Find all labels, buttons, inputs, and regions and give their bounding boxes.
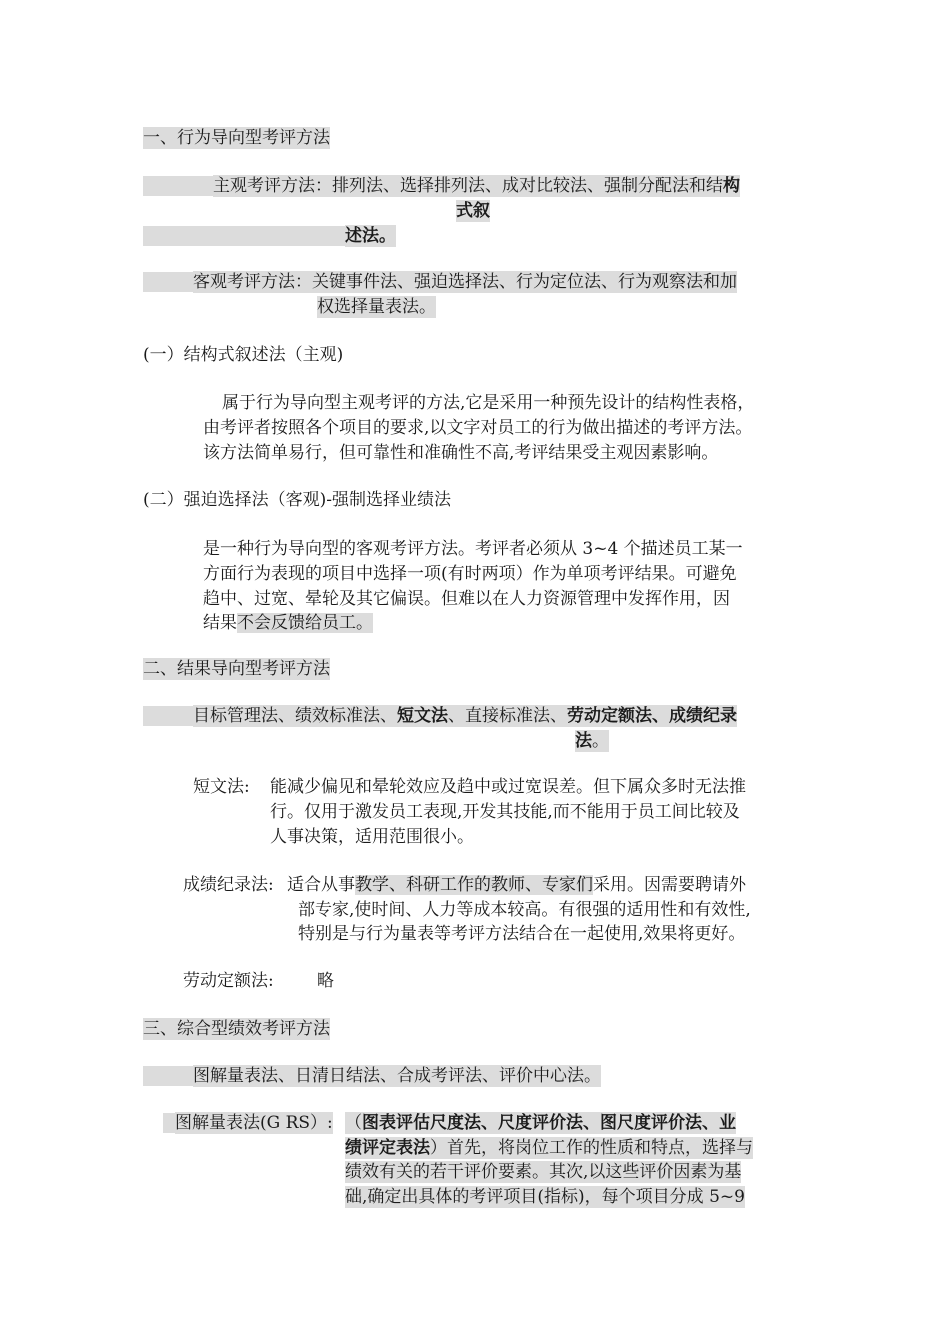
highlight-bar [163, 1113, 175, 1133]
result-methods-bold-2: 劳动定额法、成绩纪录 [567, 706, 737, 726]
subjective-methods-line1 [213, 175, 740, 197]
graphic-scale-bold: 图表评估尺度法、尺度评价法、图尺度评价法、业 [362, 1113, 736, 1133]
result-methods-punct: 。 [592, 731, 609, 751]
forced-choice-para-line2: 方面行为表现的项目中选择一项(有时两项）作为单项考评结果。可避免 [203, 564, 737, 584]
record-method-text: 适合从事 [287, 875, 355, 895]
highlight-bar [143, 706, 193, 726]
essay-method-line1: 能减少偏见和晕轮效应及趋中或过宽误差。但下属众多时无法推 [270, 777, 746, 797]
graphic-scale-paren: （ [345, 1113, 362, 1133]
forced-choice-para-line1: 是一种行为导向型的客观考评方法。考评者必须从 3~4 个描述员工某一 [203, 539, 743, 559]
result-methods-bold-3: 法 [575, 731, 592, 751]
record-method-label: 成绩纪录法: [183, 875, 274, 895]
highlight-bar [143, 176, 213, 196]
result-methods-text: 目标管理法、绩效标准法、 [193, 706, 397, 726]
forced-choice-text: 结果 [203, 613, 237, 633]
result-methods-bold: 短文法 [397, 706, 448, 726]
structured-narrative-para-line2: 由考评者按照各个项目的要求,以文字对员工的行为做出描述的考评方法。 [203, 418, 753, 438]
essay-method-label: 短文法: [193, 777, 250, 797]
section-forced-choice: (二）强迫选择法（客观)-强制选择业绩法 [143, 490, 452, 510]
structured-narrative-para-line3: 该方法简单易行，但可靠性和准确性不高,考评结果受主观因素影响。 [203, 443, 719, 463]
labor-quota-label: 劳动定额法: [183, 971, 274, 991]
highlight-bar [143, 272, 193, 292]
record-method-text-2: 采用。因需要聘请外 [593, 875, 746, 895]
comprehensive-methods-line: 图解量表法、日清日结法、合成考评法、评价中心法。 [193, 1066, 601, 1086]
graphic-scale-line1 [345, 1112, 736, 1134]
result-methods-line2 [575, 730, 609, 752]
heading-comprehensive: 三、综合型绩效考评方法 [143, 1019, 330, 1039]
forced-choice-para-line4 [203, 612, 373, 634]
heading-behavior-oriented: 一、行为导向型考评方法 [143, 128, 330, 148]
highlight-bar [143, 1066, 193, 1086]
result-methods-text-2: 、直接标准法、 [448, 706, 567, 726]
structured-narrative-para-line1: 属于行为导向型主观考评的方法,它是采用一种预先设计的结构性表格， [222, 393, 755, 413]
essay-method-line2: 行。仅用于激发员工表现,开发其技能,而不能用于员工间比较及 [270, 802, 740, 822]
essay-method-line3: 人事决策，适用范围很小。 [270, 827, 474, 847]
subjective-methods-line3 [345, 225, 396, 247]
graphic-scale-line2 [345, 1137, 753, 1159]
record-method-line3: 特别是与行为量表等考评方法结合在一起使用,效果将更好。 [298, 924, 746, 944]
record-method-line2: 部专家,使时间、人力等成本较高。有很强的适用性和有效性, [298, 900, 751, 920]
highlight-bar [143, 226, 345, 246]
result-methods-line1 [193, 705, 737, 727]
labor-quota-value: 略 [317, 971, 334, 991]
subjective-methods-bold: 构 [723, 176, 740, 196]
graphic-scale-bold-2: 绩评定表法 [345, 1138, 430, 1158]
subjective-methods-line2 [456, 200, 490, 222]
subjective-methods-bold-3: 述法。 [345, 226, 396, 246]
graphic-scale-line3: 绩效有关的若干评价要素。其次,以这些评价因素为基 [345, 1162, 742, 1182]
heading-result-oriented: 二、结果导向型考评方法 [143, 659, 330, 679]
record-method-line1 [287, 874, 746, 896]
objective-methods-line1: 客观考评方法：关键事件法、强迫选择法、行为定位法、行为观察法和加 [193, 272, 737, 292]
forced-choice-highlight: 不会反馈给员工。 [237, 613, 373, 633]
graphic-scale-text: ）首先，将岗位工作的性质和特点，选择与 [430, 1138, 753, 1158]
record-method-highlight: 教学、科研工作的教师、专家们 [355, 875, 593, 895]
subjective-methods-text: 主观考评方法：排列法、选择排列法、成对比较法、强制分配法和结 [213, 176, 723, 196]
section-structured-narrative: (一）结构式叙述法（主观) [143, 345, 344, 365]
objective-methods-line2: 权选择量表法。 [317, 297, 436, 317]
graphic-scale-line4: 础,确定出具体的考评项目(指标)，每个项目分成 5~9 [345, 1187, 745, 1207]
subjective-methods-bold-2: 式叙 [456, 201, 490, 221]
forced-choice-para-line3: 趋中、过宽、晕轮及其它偏误。但难以在人力资源管理中发挥作用，因 [203, 589, 730, 609]
graphic-scale-label: 图解量表法(G RS）: [175, 1113, 333, 1133]
